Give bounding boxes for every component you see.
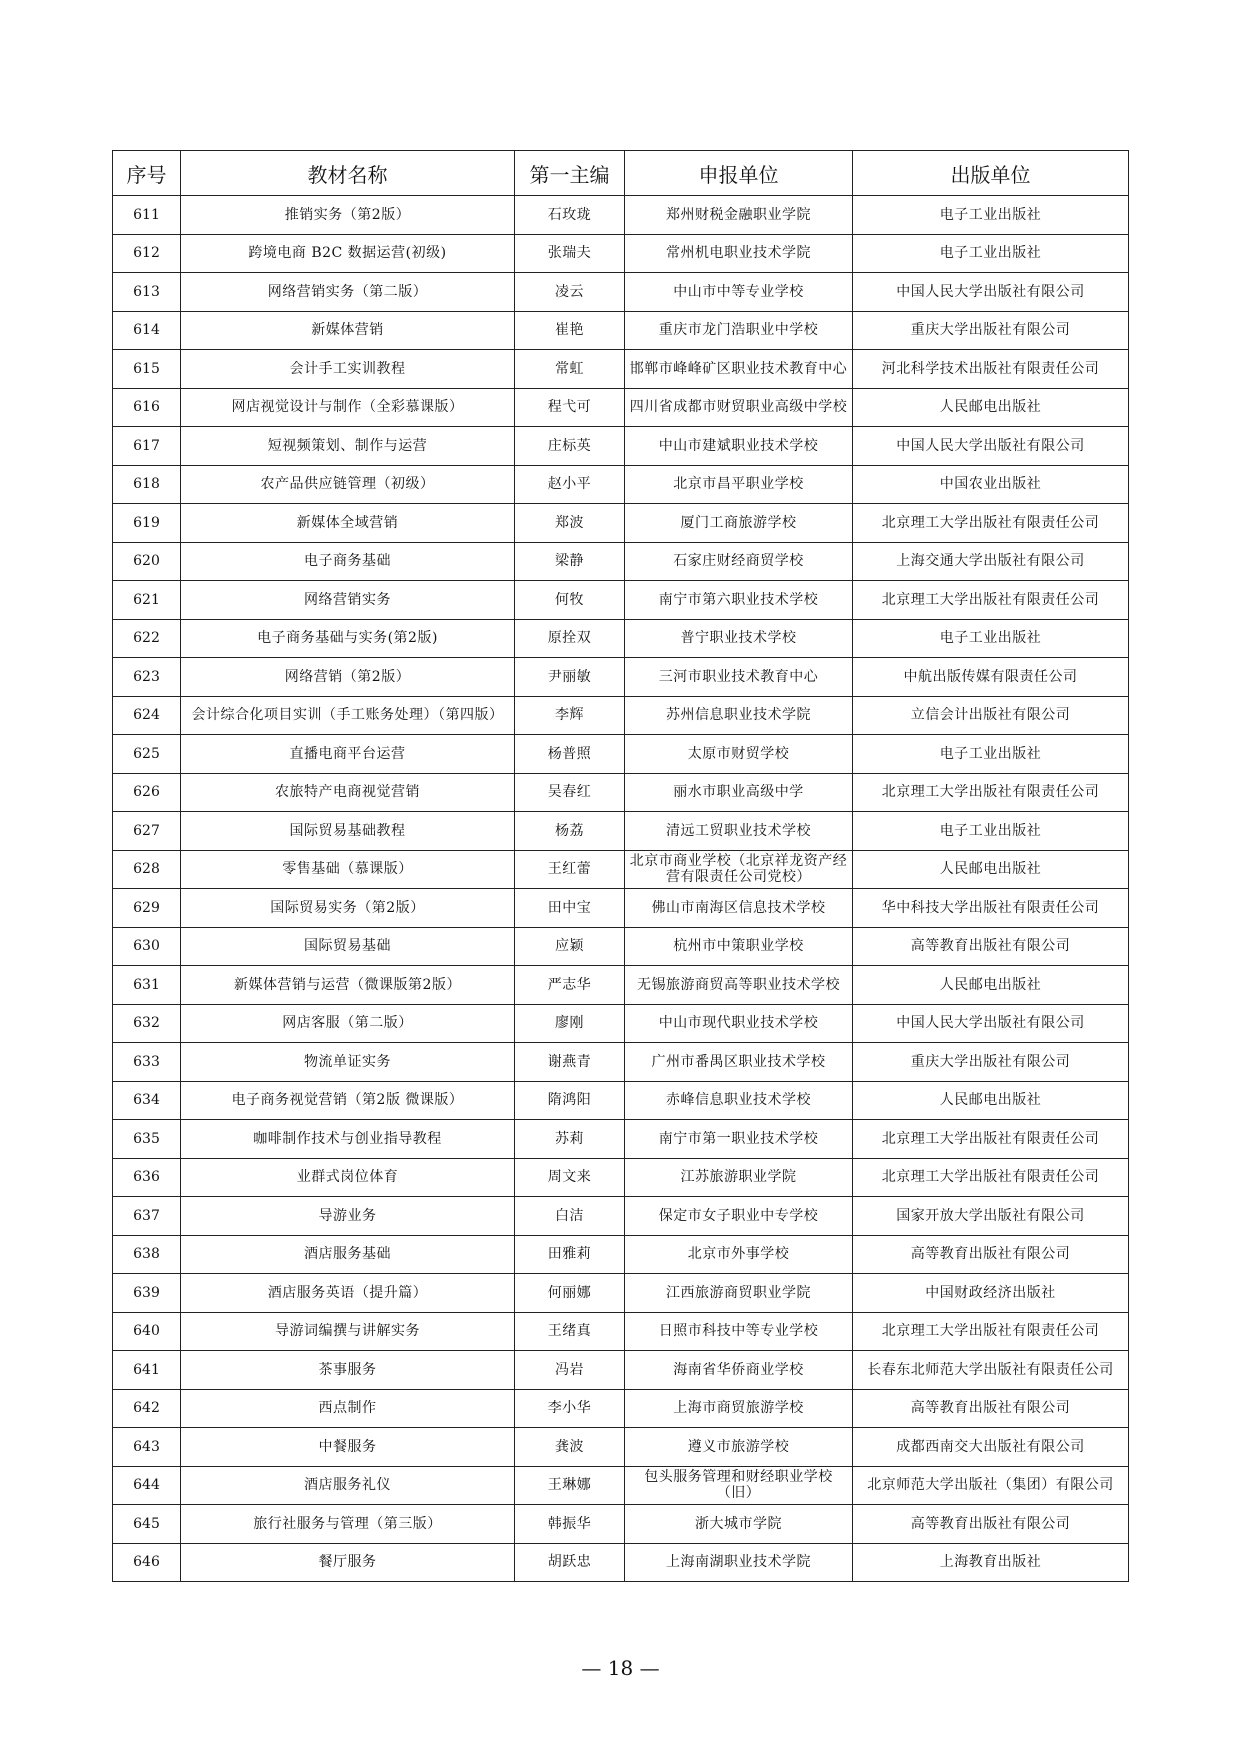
publisher-cell: 电子工业出版社 xyxy=(853,196,1129,235)
applicant-unit-cell: 四川省成都市财贸职业高级中学校 xyxy=(625,388,853,427)
chief-editor-cell: 严志华 xyxy=(515,966,625,1005)
textbook-name-cell: 电子商务基础与实务(第2版) xyxy=(181,619,515,658)
chief-editor-cell: 程弋可 xyxy=(515,388,625,427)
chief-editor-cell: 凌云 xyxy=(515,273,625,312)
publisher-cell: 北京理工大学出版社有限责任公司 xyxy=(853,1158,1129,1197)
table-row xyxy=(113,1004,1129,1043)
textbook-name-cell: 酒店服务基础 xyxy=(181,1235,515,1274)
textbook-name-cell: 网络营销实务 xyxy=(181,581,515,620)
textbook-name-cell: 国际贸易基础教程 xyxy=(181,812,515,851)
applicant-unit-cell: 太原市财贸学校 xyxy=(625,735,853,774)
serial-cell: 631 xyxy=(113,966,181,1005)
chief-editor-cell: 王绪真 xyxy=(515,1312,625,1351)
textbook-name-cell: 电子商务基础 xyxy=(181,542,515,581)
serial-cell: 645 xyxy=(113,1505,181,1544)
textbook-name-cell: 新媒体营销与运营（微课版第2版） xyxy=(181,966,515,1005)
chief-editor-cell: 尹丽敏 xyxy=(515,658,625,697)
table-row xyxy=(113,504,1129,543)
chief-editor-cell: 崔艳 xyxy=(515,311,625,350)
textbook-name-cell: 餐厅服务 xyxy=(181,1543,515,1582)
publisher-cell: 电子工业出版社 xyxy=(853,234,1129,273)
publisher-cell: 中国人民大学出版社有限公司 xyxy=(853,273,1129,312)
table-body xyxy=(113,196,1129,1582)
textbook-name-cell: 业群式岗位体育 xyxy=(181,1158,515,1197)
serial-cell: 619 xyxy=(113,504,181,543)
publisher-cell: 中国人民大学出版社有限公司 xyxy=(853,427,1129,466)
applicant-unit-cell: 丽水市职业高级中学 xyxy=(625,773,853,812)
textbook-name-cell: 跨境电商 B2C 数据运营(初级) xyxy=(181,234,515,273)
publisher-cell: 人民邮电出版社 xyxy=(853,966,1129,1005)
textbook-name-cell: 国际贸易基础 xyxy=(181,927,515,966)
chief-editor-cell: 冯岩 xyxy=(515,1351,625,1390)
textbook-name-cell: 会计综合化项目实训（手工账务处理）（第四版） xyxy=(181,696,515,735)
publisher-cell: 人民邮电出版社 xyxy=(853,1081,1129,1120)
serial-cell: 622 xyxy=(113,619,181,658)
header-chief-editor: 第一主编 xyxy=(515,151,625,196)
textbook-name-cell: 会计手工实训教程 xyxy=(181,350,515,389)
table-row xyxy=(113,234,1129,273)
publisher-cell: 电子工业出版社 xyxy=(853,735,1129,774)
applicant-unit-cell: 邯郸市峰峰矿区职业技术教育中心 xyxy=(625,350,853,389)
textbook-name-cell: 物流单证实务 xyxy=(181,1043,515,1082)
table-row xyxy=(113,465,1129,504)
table-row xyxy=(113,1235,1129,1274)
serial-cell: 641 xyxy=(113,1351,181,1390)
publisher-cell: 高等教育出版社有限公司 xyxy=(853,1389,1129,1428)
publisher-cell: 成都西南交大出版社有限公司 xyxy=(853,1428,1129,1467)
textbook-name-cell: 旅行社服务与管理（第三版） xyxy=(181,1505,515,1544)
textbook-name-cell: 新媒体全域营销 xyxy=(181,504,515,543)
table-row xyxy=(113,311,1129,350)
page-number: — 18 — xyxy=(581,1656,660,1680)
chief-editor-cell: 龚波 xyxy=(515,1428,625,1467)
table-row xyxy=(113,850,1129,889)
serial-cell: 614 xyxy=(113,311,181,350)
publisher-cell: 北京理工大学出版社有限责任公司 xyxy=(853,1312,1129,1351)
serial-cell: 625 xyxy=(113,735,181,774)
textbook-name-cell: 西点制作 xyxy=(181,1389,515,1428)
textbook-name-cell: 导游词编撰与讲解实务 xyxy=(181,1312,515,1351)
textbook-name-cell: 国际贸易实务（第2版） xyxy=(181,889,515,928)
applicant-unit-cell: 南宁市第六职业技术学校 xyxy=(625,581,853,620)
textbook-name-cell: 网店客服（第二版） xyxy=(181,1004,515,1043)
chief-editor-cell: 常虹 xyxy=(515,350,625,389)
textbook-name-cell: 新媒体营销 xyxy=(181,311,515,350)
publisher-cell: 高等教育出版社有限公司 xyxy=(853,927,1129,966)
applicant-unit-cell: 上海南湖职业技术学院 xyxy=(625,1543,853,1582)
header-publisher: 出版单位 xyxy=(853,151,1129,196)
table-row xyxy=(113,1274,1129,1313)
textbook-table xyxy=(112,150,1129,1582)
table-row xyxy=(113,350,1129,389)
table-row xyxy=(113,1466,1129,1505)
applicant-unit-cell: 厦门工商旅游学校 xyxy=(625,504,853,543)
applicant-unit-cell: 常州机电职业技术学院 xyxy=(625,234,853,273)
table-row xyxy=(113,542,1129,581)
applicant-unit-cell: 北京市外事学校 xyxy=(625,1235,853,1274)
applicant-unit-cell: 江西旅游商贸职业学院 xyxy=(625,1274,853,1313)
serial-cell: 642 xyxy=(113,1389,181,1428)
serial-cell: 632 xyxy=(113,1004,181,1043)
publisher-cell: 中航出版传媒有限责任公司 xyxy=(853,658,1129,697)
chief-editor-cell: 石玫珑 xyxy=(515,196,625,235)
textbook-name-cell: 酒店服务礼仪 xyxy=(181,1466,515,1505)
table-row xyxy=(113,388,1129,427)
applicant-unit-cell: 保定市女子职业中专学校 xyxy=(625,1197,853,1236)
applicant-unit-cell: 郑州财税金融职业学院 xyxy=(625,196,853,235)
table-row xyxy=(113,196,1129,235)
serial-cell: 628 xyxy=(113,850,181,889)
chief-editor-cell: 张瑞夫 xyxy=(515,234,625,273)
publisher-cell: 北京理工大学出版社有限责任公司 xyxy=(853,581,1129,620)
publisher-cell: 国家开放大学出版社有限公司 xyxy=(853,1197,1129,1236)
applicant-unit-cell: 普宁职业技术学校 xyxy=(625,619,853,658)
table-row xyxy=(113,1505,1129,1544)
publisher-cell: 重庆大学出版社有限公司 xyxy=(853,311,1129,350)
table-row xyxy=(113,812,1129,851)
table-row xyxy=(113,1158,1129,1197)
serial-cell: 633 xyxy=(113,1043,181,1082)
header-applicant-unit: 申报单位 xyxy=(625,151,853,196)
chief-editor-cell: 苏莉 xyxy=(515,1120,625,1159)
chief-editor-cell: 吴春红 xyxy=(515,773,625,812)
applicant-unit-cell: 遵义市旅游学校 xyxy=(625,1428,853,1467)
table-row xyxy=(113,273,1129,312)
serial-cell: 613 xyxy=(113,273,181,312)
table-row xyxy=(113,1428,1129,1467)
chief-editor-cell: 何牧 xyxy=(515,581,625,620)
chief-editor-cell: 白洁 xyxy=(515,1197,625,1236)
serial-cell: 615 xyxy=(113,350,181,389)
serial-cell: 630 xyxy=(113,927,181,966)
textbook-name-cell: 推销实务（第2版） xyxy=(181,196,515,235)
publisher-cell: 北京理工大学出版社有限责任公司 xyxy=(853,504,1129,543)
publisher-cell: 上海教育出版社 xyxy=(853,1543,1129,1582)
publisher-cell: 人民邮电出版社 xyxy=(853,850,1129,889)
serial-cell: 646 xyxy=(113,1543,181,1582)
applicant-unit-cell: 中山市中等专业学校 xyxy=(625,273,853,312)
textbook-name-cell: 零售基础（慕课版） xyxy=(181,850,515,889)
applicant-unit-cell: 清远工贸职业技术学校 xyxy=(625,812,853,851)
applicant-unit-cell: 北京市昌平职业学校 xyxy=(625,465,853,504)
serial-cell: 636 xyxy=(113,1158,181,1197)
applicant-unit-cell: 佛山市南海区信息技术学校 xyxy=(625,889,853,928)
serial-cell: 623 xyxy=(113,658,181,697)
applicant-unit-cell: 三河市职业技术教育中心 xyxy=(625,658,853,697)
applicant-unit-cell: 广州市番禺区职业技术学校 xyxy=(625,1043,853,1082)
table-row xyxy=(113,1043,1129,1082)
publisher-cell: 中国财政经济出版社 xyxy=(853,1274,1129,1313)
chief-editor-cell: 王琳娜 xyxy=(515,1466,625,1505)
chief-editor-cell: 王红蕾 xyxy=(515,850,625,889)
serial-cell: 611 xyxy=(113,196,181,235)
serial-cell: 634 xyxy=(113,1081,181,1120)
publisher-cell: 重庆大学出版社有限公司 xyxy=(853,1043,1129,1082)
chief-editor-cell: 谢燕青 xyxy=(515,1043,625,1082)
serial-cell: 644 xyxy=(113,1466,181,1505)
textbook-name-cell: 咖啡制作技术与创业指导教程 xyxy=(181,1120,515,1159)
chief-editor-cell: 李辉 xyxy=(515,696,625,735)
serial-cell: 616 xyxy=(113,388,181,427)
publisher-cell: 北京师范大学出版社（集团）有限公司 xyxy=(853,1466,1129,1505)
chief-editor-cell: 何丽娜 xyxy=(515,1274,625,1313)
textbook-name-cell: 酒店服务英语（提升篇） xyxy=(181,1274,515,1313)
applicant-unit-cell: 无锡旅游商贸高等职业技术学校 xyxy=(625,966,853,1005)
chief-editor-cell: 杨普照 xyxy=(515,735,625,774)
publisher-cell: 华中科技大学出版社有限责任公司 xyxy=(853,889,1129,928)
table-row xyxy=(113,619,1129,658)
serial-cell: 637 xyxy=(113,1197,181,1236)
publisher-cell: 高等教育出版社有限公司 xyxy=(853,1235,1129,1274)
publisher-cell: 立信会计出版社有限公司 xyxy=(853,696,1129,735)
table-row xyxy=(113,773,1129,812)
serial-cell: 638 xyxy=(113,1235,181,1274)
table-row xyxy=(113,1197,1129,1236)
serial-cell: 639 xyxy=(113,1274,181,1313)
applicant-unit-cell: 海南省华侨商业学校 xyxy=(625,1351,853,1390)
serial-cell: 626 xyxy=(113,773,181,812)
publisher-cell: 河北科学技术出版社有限责任公司 xyxy=(853,350,1129,389)
chief-editor-cell: 田中宝 xyxy=(515,889,625,928)
textbook-name-cell: 直播电商平台运营 xyxy=(181,735,515,774)
table-row xyxy=(113,1081,1129,1120)
textbook-name-cell: 网店视觉设计与制作（全彩慕课版） xyxy=(181,388,515,427)
serial-cell: 640 xyxy=(113,1312,181,1351)
serial-cell: 618 xyxy=(113,465,181,504)
table-row xyxy=(113,966,1129,1005)
chief-editor-cell: 原拴双 xyxy=(515,619,625,658)
chief-editor-cell: 李小华 xyxy=(515,1389,625,1428)
table-row xyxy=(113,1312,1129,1351)
applicant-unit-cell: 包头服务管理和财经职业学校（旧） xyxy=(625,1466,853,1505)
applicant-unit-cell: 石家庄财经商贸学校 xyxy=(625,542,853,581)
textbook-name-cell: 农旅特产电商视觉营销 xyxy=(181,773,515,812)
table-header-row xyxy=(113,151,1129,196)
applicant-unit-cell: 日照市科技中等专业学校 xyxy=(625,1312,853,1351)
chief-editor-cell: 周文来 xyxy=(515,1158,625,1197)
serial-cell: 635 xyxy=(113,1120,181,1159)
applicant-unit-cell: 中山市建斌职业技术学校 xyxy=(625,427,853,466)
serial-cell: 617 xyxy=(113,427,181,466)
applicant-unit-cell: 北京市商业学校（北京祥龙资产经营有限责任公司党校） xyxy=(625,850,853,889)
chief-editor-cell: 梁静 xyxy=(515,542,625,581)
publisher-cell: 长春东北师范大学出版社有限责任公司 xyxy=(853,1351,1129,1390)
textbook-name-cell: 网络营销实务（第二版） xyxy=(181,273,515,312)
chief-editor-cell: 应颖 xyxy=(515,927,625,966)
table-row xyxy=(113,927,1129,966)
serial-cell: 629 xyxy=(113,889,181,928)
applicant-unit-cell: 中山市现代职业技术学校 xyxy=(625,1004,853,1043)
publisher-cell: 中国人民大学出版社有限公司 xyxy=(853,1004,1129,1043)
textbook-name-cell: 农产品供应链管理（初级） xyxy=(181,465,515,504)
chief-editor-cell: 田雅莉 xyxy=(515,1235,625,1274)
table-row xyxy=(113,581,1129,620)
table-row xyxy=(113,696,1129,735)
chief-editor-cell: 庄标英 xyxy=(515,427,625,466)
publisher-cell: 电子工业出版社 xyxy=(853,619,1129,658)
chief-editor-cell: 廖刚 xyxy=(515,1004,625,1043)
chief-editor-cell: 赵小平 xyxy=(515,465,625,504)
publisher-cell: 人民邮电出版社 xyxy=(853,388,1129,427)
table-row xyxy=(113,1543,1129,1582)
serial-cell: 621 xyxy=(113,581,181,620)
table-row xyxy=(113,1389,1129,1428)
chief-editor-cell: 胡跃忠 xyxy=(515,1543,625,1582)
textbook-name-cell: 短视频策划、制作与运营 xyxy=(181,427,515,466)
header-serial: 序号 xyxy=(113,151,181,196)
header-textbook-name: 教材名称 xyxy=(181,151,515,196)
textbook-name-cell: 网络营销（第2版） xyxy=(181,658,515,697)
serial-cell: 612 xyxy=(113,234,181,273)
applicant-unit-cell: 苏州信息职业技术学院 xyxy=(625,696,853,735)
applicant-unit-cell: 上海市商贸旅游学校 xyxy=(625,1389,853,1428)
serial-cell: 643 xyxy=(113,1428,181,1467)
table-row xyxy=(113,658,1129,697)
textbook-name-cell: 茶事服务 xyxy=(181,1351,515,1390)
publisher-cell: 高等教育出版社有限公司 xyxy=(853,1505,1129,1544)
applicant-unit-cell: 杭州市中策职业学校 xyxy=(625,927,853,966)
textbook-name-cell: 电子商务视觉营销（第2版 微课版） xyxy=(181,1081,515,1120)
table-row xyxy=(113,1120,1129,1159)
textbook-name-cell: 导游业务 xyxy=(181,1197,515,1236)
applicant-unit-cell: 南宁市第一职业技术学校 xyxy=(625,1120,853,1159)
table-row xyxy=(113,1351,1129,1390)
publisher-cell: 上海交通大学出版社有限公司 xyxy=(853,542,1129,581)
applicant-unit-cell: 浙大城市学院 xyxy=(625,1505,853,1544)
chief-editor-cell: 杨荔 xyxy=(515,812,625,851)
applicant-unit-cell: 重庆市龙门浩职业中学校 xyxy=(625,311,853,350)
table-row xyxy=(113,889,1129,928)
publisher-cell: 中国农业出版社 xyxy=(853,465,1129,504)
chief-editor-cell: 郑波 xyxy=(515,504,625,543)
serial-cell: 624 xyxy=(113,696,181,735)
applicant-unit-cell: 赤峰信息职业技术学校 xyxy=(625,1081,853,1120)
serial-cell: 620 xyxy=(113,542,181,581)
publisher-cell: 北京理工大学出版社有限责任公司 xyxy=(853,773,1129,812)
chief-editor-cell: 隋鸿阳 xyxy=(515,1081,625,1120)
textbook-name-cell: 中餐服务 xyxy=(181,1428,515,1467)
applicant-unit-cell: 江苏旅游职业学院 xyxy=(625,1158,853,1197)
table-row xyxy=(113,427,1129,466)
chief-editor-cell: 韩振华 xyxy=(515,1505,625,1544)
serial-cell: 627 xyxy=(113,812,181,851)
table-row xyxy=(113,735,1129,774)
publisher-cell: 电子工业出版社 xyxy=(853,812,1129,851)
publisher-cell: 北京理工大学出版社有限责任公司 xyxy=(853,1120,1129,1159)
